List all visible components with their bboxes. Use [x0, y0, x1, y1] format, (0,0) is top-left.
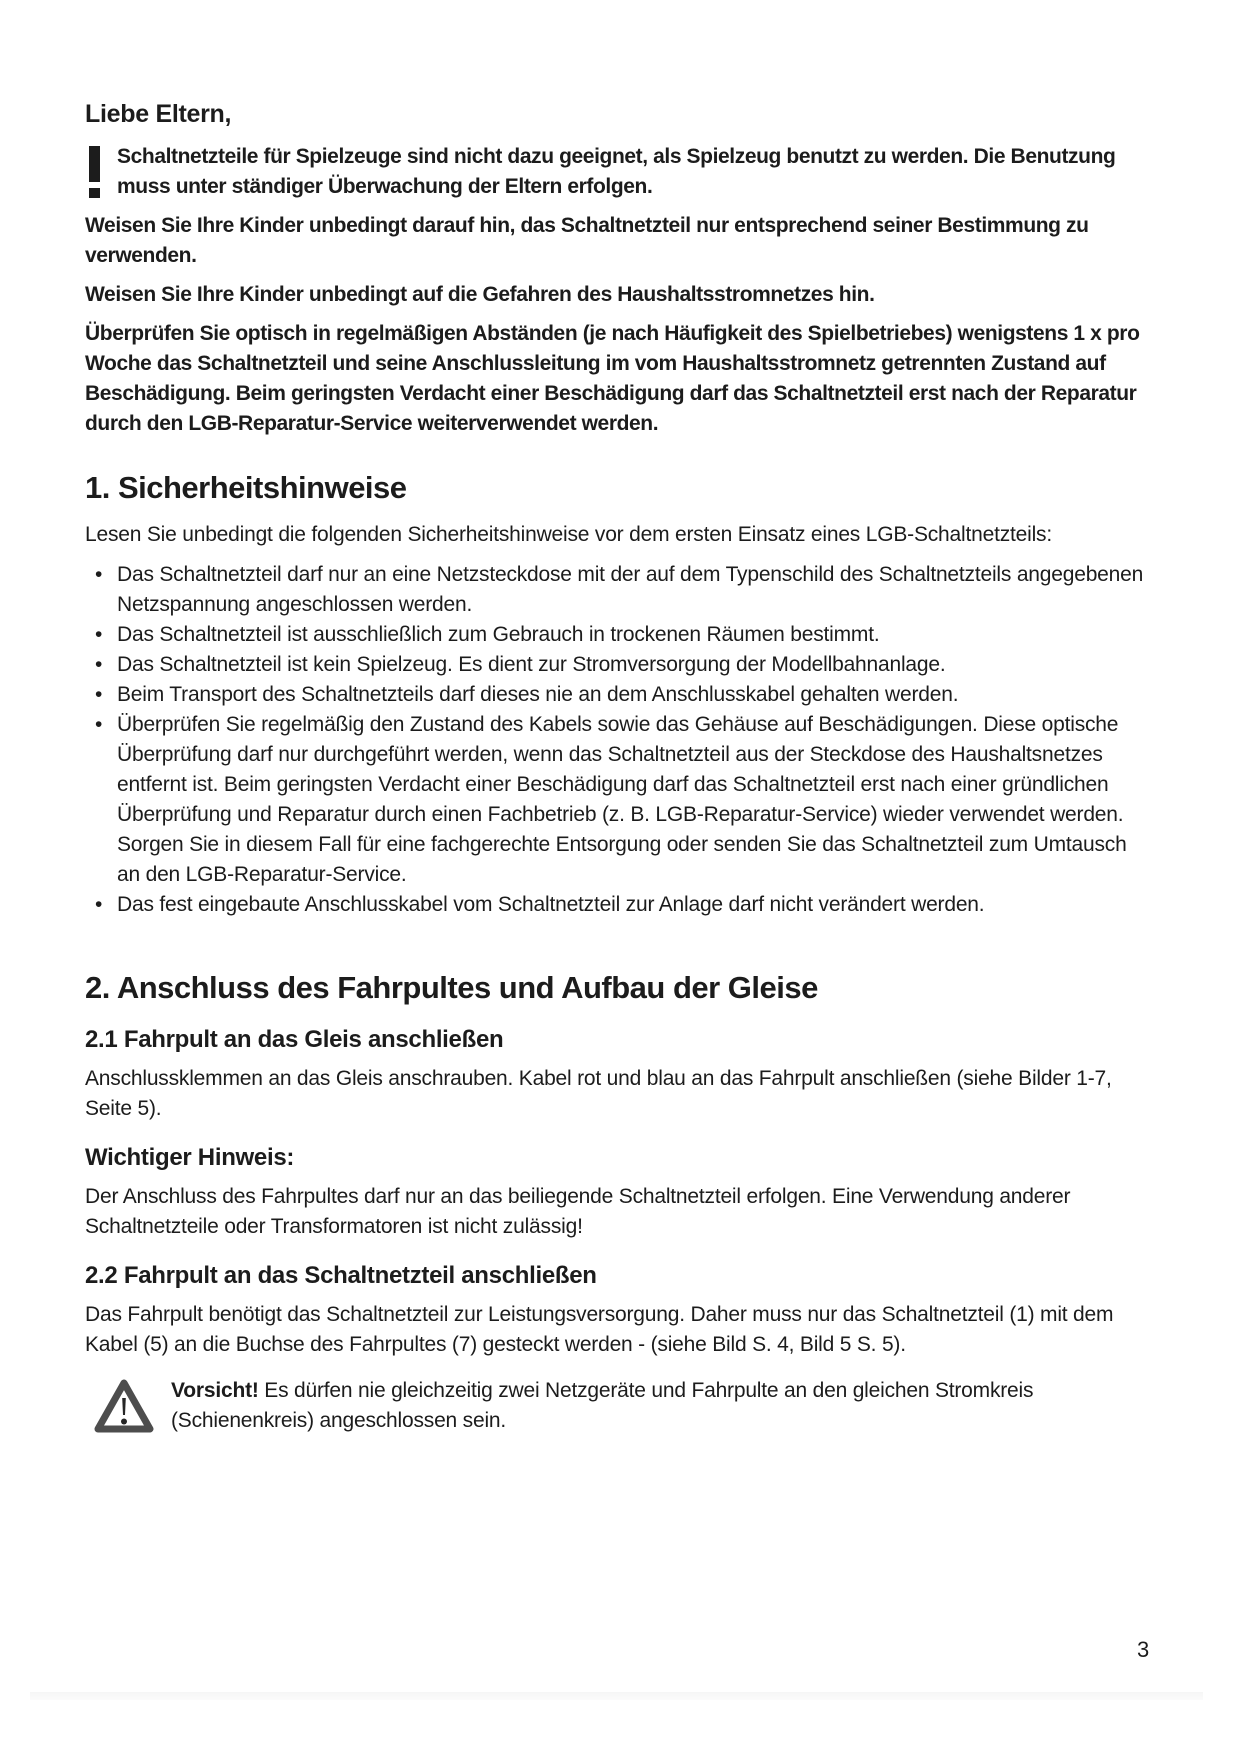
bullet-icon: •: [95, 893, 103, 916]
list-item: [85, 650, 1155, 680]
parent-warning-block: [85, 142, 1155, 202]
list-item: [85, 890, 1155, 920]
page-content: [85, 100, 1155, 1436]
intro-paragraph-3: Überprüfen Sie optisch in regelmäßigen Abständen (je nach Häufigkeit des Spielbetriebes) wenigstens 1 x pro Woche das Schaltnetzteil und seine Anschlussleitung im vom Haushaltsstromnetz getrennten Zustand auf Beschädigung. Beim geringsten Verdacht einer Beschädigung darf das Schaltnetzteil erst nach der Reparatur durch den LGB-Reparatur-Service weiterverwendet werden.: [85, 322, 1140, 435]
important-note-heading: Wichtiger Hinweis:: [85, 1144, 295, 1171]
bullet-text: Das Schaltnetzteil ist kein Spielzeug. Es dient zur Stromversorgung der Modellbahnanlage.: [117, 653, 946, 676]
list-item: [85, 680, 1155, 710]
bullet-text: Das Schaltnetzteil ist ausschließlich zum Gebrauch in trockenen Räumen bestimmt.: [117, 623, 880, 646]
warning-text: Schaltnetzteile für Spielzeuge sind nicht dazu geeignet, als Spielzeug benutzt zu werden. Die Benutzung muss unter ständiger Überwachung der Eltern erfolgen.: [117, 145, 1116, 198]
section2-1-heading: 2.1 Fahrpult an das Gleis anschließen: [85, 1026, 504, 1053]
section2-heading: 2. Anschluss des Fahrpultes und Aufbau der Gleise: [85, 970, 818, 1005]
bullet-icon: •: [95, 623, 103, 646]
bullet-icon: •: [95, 563, 103, 586]
intro-paragraph-2: Weisen Sie Ihre Kinder unbedingt auf die Gefahren des Haushaltsstromnetzes hin.: [85, 283, 875, 306]
bullet-icon: •: [95, 713, 103, 736]
page-title: Liebe Eltern,: [85, 100, 232, 128]
bullet-icon: •: [95, 653, 103, 676]
bullet-text: Überprüfen Sie regelmäßig den Zustand des Kabels sowie das Gehäuse auf Beschädigungen. Diese optische Überprüfung darf nur durchgeführt werden, wenn das Schaltnetzteil aus der Steckdose des Haushaltsnetzes entfernt ist. Beim geringsten Verdacht einer Beschädigung darf das Schaltnetzteil erst nach einer gründlichen Überprüfung und Reparatur durch einen Fachbetrieb (z. B. LGB-Reparatur-Service) wieder verwendet werden. Sorgen Sie in diesem Fall für eine fachgerechte Entsorgung oder senden Sie das Schaltnetzteil zum Umtausch an den LGB-Reparatur-Service.: [117, 713, 1127, 886]
caution-label: Vorsicht!: [171, 1379, 259, 1402]
intro-paragraph-1: Weisen Sie Ihre Kinder unbedingt darauf hin, das Schaltnetzteil nur entsprechend seiner Bestimmung zu verwenden.: [85, 214, 1089, 267]
list-item: [85, 560, 1155, 620]
section1-heading: 1. Sicherheitshinweise: [85, 470, 407, 505]
page-number: 3: [1136, 1637, 1149, 1662]
bullet-icon: •: [95, 683, 103, 706]
exclamation-icon: [89, 146, 100, 198]
bullet-text: Das Schaltnetzteil darf nur an eine Netzsteckdose mit der auf dem Typenschild des Schaltnetzteils angegebenen Netzspannung angeschlossen werden.: [117, 563, 1144, 616]
safety-list: [85, 560, 1155, 920]
warning-triangle-icon: [93, 1378, 155, 1435]
scan-artifact: [30, 1692, 1203, 1700]
section2-2-body: Das Fahrpult benötigt das Schaltnetzteil zur Leistungsversorgung. Daher muss nur das Schaltnetzteil (1) mit dem Kabel (5) an die Buchse des Fahrpultes (7) gesteckt werden - (siehe Bild S. 4, Bild 5 S. 5).: [85, 1303, 1114, 1356]
bullet-text: Das fest eingebaute Anschlusskabel vom Schaltnetzteil zur Anlage darf nicht verändert werden.: [117, 893, 985, 916]
caution-text: [171, 1376, 1155, 1436]
caution-block: [85, 1376, 1155, 1436]
list-item: [85, 710, 1155, 890]
list-item: [85, 620, 1155, 650]
section1-intro: Lesen Sie unbedingt die folgenden Sicherheitshinweise vor dem ersten Einsatz eines LGB-Schaltnetzteils:: [85, 523, 1052, 546]
caution-body: Es dürfen nie gleichzeitig zwei Netzgeräte und Fahrpulte an den gleichen Stromkreis (Schienenkreis) angeschlossen sein.: [171, 1379, 1034, 1432]
exclamation-bar: [89, 146, 100, 182]
section2-2-heading: 2.2 Fahrpult an das Schaltnetzteil anschließen: [85, 1262, 597, 1289]
important-note-body: Der Anschluss des Fahrpultes darf nur an das beiliegende Schaltnetzteil erfolgen. Eine Verwendung anderer Schaltnetzteile oder Transformatoren ist nicht zulässig!: [85, 1185, 1071, 1238]
bullet-text: Beim Transport des Schaltnetzteils darf dieses nie an dem Anschlusskabel gehalten werden.: [117, 683, 959, 706]
exclamation-dot: [89, 188, 100, 198]
section2-1-body: Anschlussklemmen an das Gleis anschrauben. Kabel rot und blau an das Fahrpult anschließen (siehe Bilder 1-7, Seite 5).: [85, 1067, 1112, 1120]
